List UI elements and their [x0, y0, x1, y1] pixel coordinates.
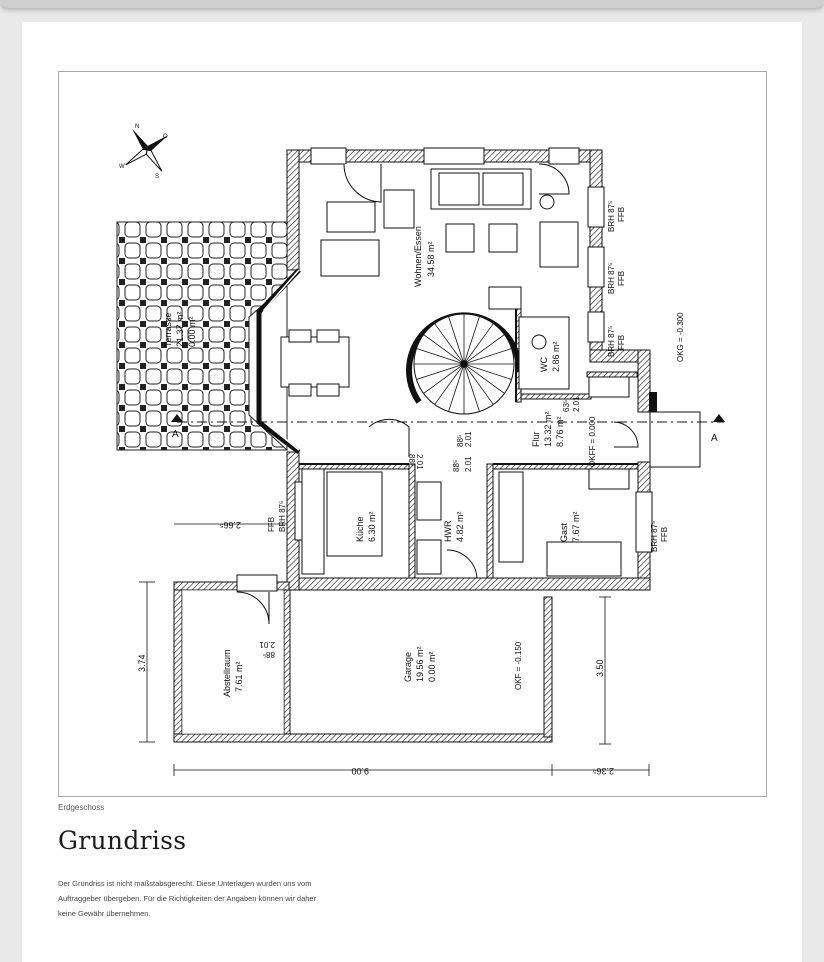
room-abstellraum-area: 7.61 m²	[234, 661, 244, 692]
room-flur-area1: 13.32 m²	[543, 411, 553, 447]
annot-door-88-b: 88⁵	[452, 459, 461, 472]
room-wc-name: WC	[539, 357, 549, 372]
annot-ffb-2: FFB	[617, 270, 626, 286]
room-garage-area2: 0.00 m²	[427, 651, 437, 682]
room-gast-name: Gast	[559, 522, 569, 542]
room-garage-area1: 19.56 m²	[415, 646, 425, 682]
room-kueche-name: Küche	[355, 516, 365, 542]
compass-rose	[119, 124, 170, 180]
dim-width-right: 2.36⁵	[592, 766, 614, 776]
disclaimer-line-3: keine Gewähr übernehmen.	[58, 909, 151, 918]
annot-brh-1: BRH 87⁵	[607, 200, 616, 232]
annot-ffb-4: FFB	[267, 516, 276, 532]
annot-door-63: 63⁵	[562, 399, 571, 412]
room-wohnen-name: Wohnen/Essen	[413, 226, 423, 287]
annot-door-201-b: 2.01	[464, 456, 473, 472]
annot-door-201-a: 2.01	[464, 431, 473, 447]
annot-okff-flur: OKFF = 0.000	[588, 416, 597, 467]
room-flur-name: Flur	[531, 431, 541, 447]
dim-width-main: 9.00	[351, 766, 369, 776]
annot-door-88-a: 88⁵	[456, 434, 465, 447]
room-flur-area2: 8.76 m²	[555, 416, 565, 447]
room-garage-name: Garage	[403, 651, 413, 682]
section-mark-left: A	[172, 429, 179, 440]
dim-width-kitchen: 2.66⁵	[219, 520, 241, 530]
room-terrasse-area1: 21.37 m²	[175, 311, 185, 347]
annot-brh-3: BRH 87⁵	[607, 325, 616, 357]
page-title: Grundriss	[58, 826, 187, 855]
room-abstellraum-name: Abstellraum	[222, 649, 232, 697]
annot-okff-garage: OKF = -0.150	[514, 641, 523, 690]
floor-plan	[59, 72, 766, 796]
plan-caption: Erdgeschoss	[58, 803, 105, 812]
annot-brh-5: BRH 87⁵	[650, 520, 659, 552]
annot-door-201-c: 2.01	[572, 396, 581, 412]
annot-door-88-d: 88⁵	[262, 650, 275, 659]
annot-door-201-e: 2.01	[259, 640, 275, 649]
top-bar	[0, 0, 824, 8]
room-terrasse-area2: 0.00 m²	[187, 316, 197, 347]
dim-depth-left: 3.74	[137, 654, 147, 672]
room-hwr-name: HWR	[443, 520, 453, 542]
annot-ffb-5: FFB	[660, 526, 669, 542]
floor-plan-frame	[58, 71, 767, 797]
disclaimer-line-2: Auftraggeber übergeben. Für die Richtigkeiten der Angaben können wir daher	[58, 894, 317, 903]
section-mark-right: A	[711, 433, 718, 444]
annot-okg: OKG = -0.300	[676, 312, 685, 362]
compass-o: O	[163, 134, 168, 140]
annot-door-88-c: 88⁵	[407, 454, 416, 467]
disclaimer-line-1: Der Grundriss ist nicht maßstabsgerecht. Diese Unterlagen wurden uns vom	[58, 879, 312, 888]
compass-s: S	[155, 174, 160, 180]
disclaimer-text	[58, 876, 388, 921]
dim-depth-right: 3.50	[595, 659, 605, 677]
room-wohnen-area: 34.58 m²	[426, 241, 436, 277]
room-terrasse-name: Terrasse	[163, 312, 173, 347]
room-wc-area: 2.86 m²	[551, 341, 561, 372]
room-gast-area: 7.67 m²	[571, 511, 581, 542]
annot-brh-4: BRH 87⁵	[278, 500, 287, 532]
annot-ffb-3: FFB	[617, 334, 626, 350]
room-hwr-area: 4.82 m²	[455, 511, 465, 542]
room-kueche-area: 6.30 m²	[367, 511, 377, 542]
compass-n: N	[135, 124, 140, 130]
compass-w: W	[119, 164, 125, 170]
annot-ffb-1: FFB	[617, 206, 626, 222]
annot-brh-2: BRH 87⁵	[607, 262, 616, 294]
annot-door-201-d: 2.01	[415, 454, 424, 470]
spiral-staircase	[409, 314, 519, 414]
